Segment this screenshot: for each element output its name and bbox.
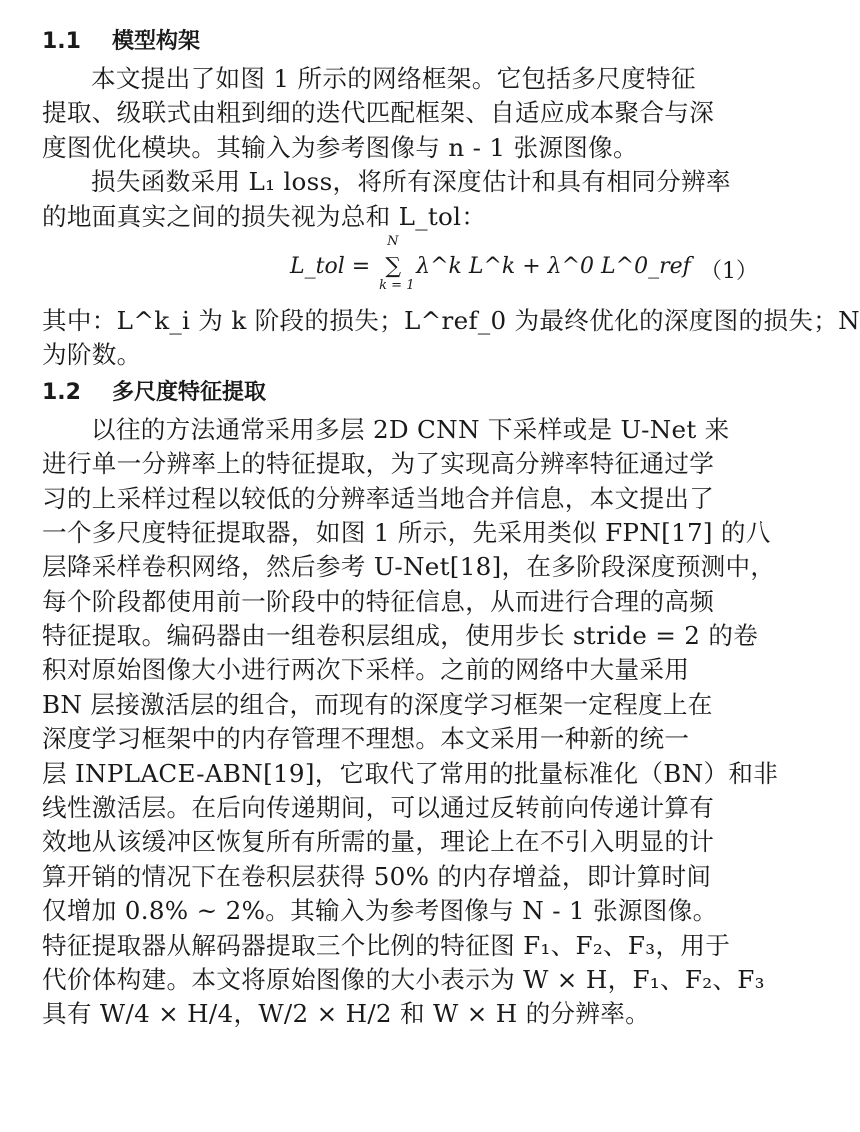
sum-upper-limit: N (387, 233, 399, 249)
text-line: 的地面真实之间的损失视为总和 L_tol： (42, 201, 487, 231)
section-number: 1.2 (42, 379, 81, 405)
text-line: 积对原始图像大小进行两次下采样。之前的网络中大量采用 (42, 655, 690, 685)
text-line: 每个阶段都使用前一阶段中的特征信息，从而进行合理的高频 (42, 586, 715, 616)
text-line: 层 INPLACE-ABN[19]，它取代了常用的批量标准化（BN）和非 (42, 758, 779, 788)
text-line: 习的上采样过程以较低的分辨率适当地合并信息，本文提出了 (42, 483, 715, 513)
text-line: BN 层接激活层的组合，而现有的深度学习框架一定程度上在 (42, 689, 713, 719)
paragraph-model-overview (42, 62, 758, 165)
text-line: 损失函数采用 L₁ loss，将所有深度估计和具有相同分辨率 (91, 167, 731, 197)
text-line: 以往的方法通常采用多层 2D CNN 下采样或是 U-Net 来 (91, 414, 730, 444)
text-line: 度图优化模块。其输入为参考图像与 n - 1 张源图像。 (42, 132, 638, 162)
section-number: 1.1 (42, 29, 81, 54)
equation-rhs: λ^k L^k + λ^0 L^0_ref (416, 253, 691, 279)
text-line: 提取、级联式由粗到细的迭代匹配框架、自适应成本聚合与深 (42, 98, 715, 128)
text-line: 特征提取。编码器由一组卷积层组成，使用步长 stride = 2 的卷 (42, 621, 759, 651)
equation-lhs: L_tol (290, 253, 345, 279)
text-line: 为阶数。 (42, 340, 142, 370)
equation-body: L_tol = ∑ N k = 1 λ^k L^k + λ^0 L^0_ref (290, 233, 691, 293)
text-line: 具有 W/4 × H/4，W/2 × H/2 和 W × H 的分辨率。 (42, 999, 651, 1029)
section-heading-1-1 (42, 22, 758, 62)
text-line: 本文提出了如图 1 所示的网络框架。它包括多尺度特征 (91, 64, 696, 93)
equation-number: （1） (700, 258, 758, 284)
text-line: 其中：L^k_i 为 k 阶段的损失；L^ref_0 为最终优化的深度图的损失；N (42, 305, 860, 335)
equation-1 (42, 234, 758, 304)
paragraph-loss-function (42, 165, 758, 234)
summation-symbol: ∑ N k = 1 (379, 233, 415, 293)
text-line: 仅增加 0.8% ~ 2%。其输入为参考图像与 N - 1 张源图像。 (42, 896, 718, 926)
text-line: 深度学习框架中的内存管理不理想。本文采用一种新的统一 (42, 724, 690, 754)
text-line: 一个多尺度特征提取器，如图 1 所示，先采用类似 FPN[17] 的八 (42, 517, 771, 547)
paragraph-multiscale-feature-extraction (42, 413, 779, 1032)
paper-page (42, 22, 860, 1032)
text-line: 线性激活层。在后向传递期间，可以通过反转前向传递计算有 (42, 793, 715, 823)
text-line: 特征提取器从解码器提取三个比例的特征图 F₁、F₂、F₃，用于 (42, 930, 731, 960)
sum-lower-limit: k = 1 (379, 277, 415, 293)
paragraph-loss-definitions (42, 304, 860, 373)
section-title: 多尺度特征提取 (112, 379, 267, 405)
text-line: 代价体构建。本文将原始图像的大小表示为 W × H，F₁、F₂、F₃ (42, 964, 765, 994)
text-line: 进行单一分辨率上的特征提取，为了实现高分辨率特征通过学 (42, 449, 715, 479)
text-line: 算开销的情况下在卷积层获得 50% 的内存增益，即计算时间 (42, 861, 712, 891)
section-title: 模型构架 (112, 29, 201, 54)
text-line: 层降采样卷积网络，然后参考 U-Net[18]，在多阶段深度预测中， (42, 552, 776, 582)
section-heading-1-2 (42, 373, 758, 413)
text-line: 效地从该缓冲区恢复所有所需的量，理论上在不引入明显的计 (42, 827, 715, 857)
